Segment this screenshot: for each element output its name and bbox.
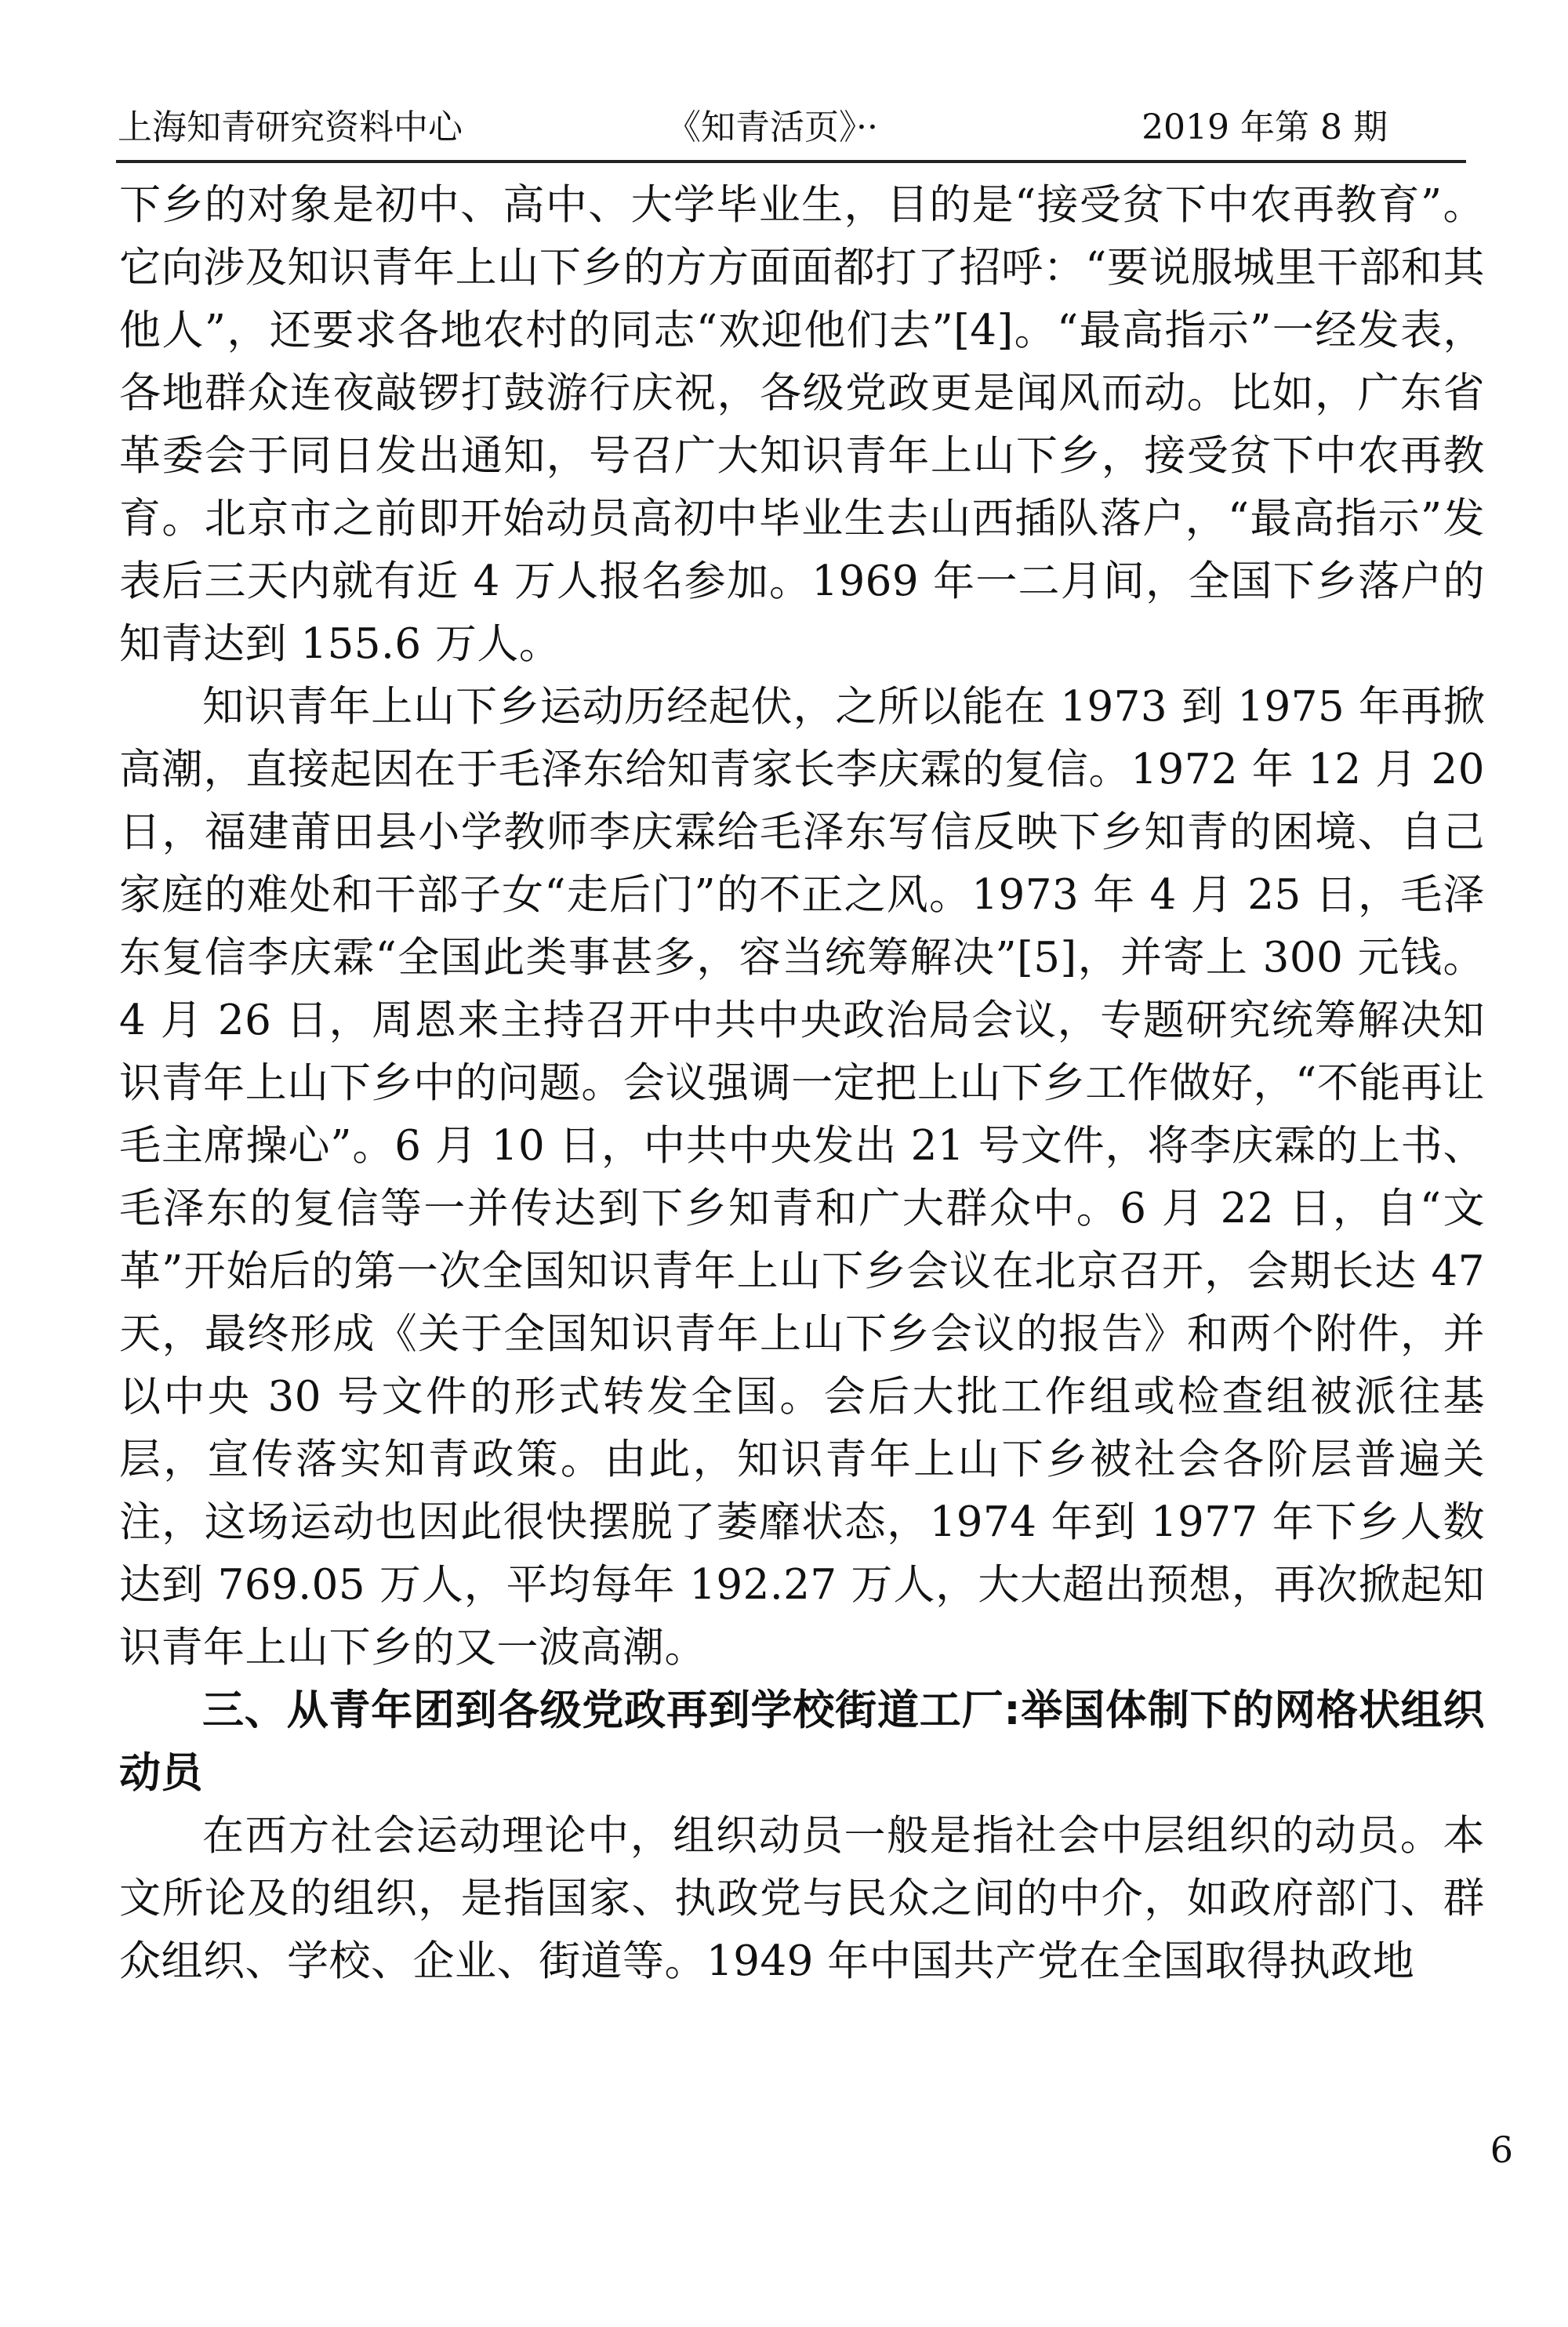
page-header [118,100,1450,155]
paragraph: 在西方社会运动理论中，组织动员一般是指社会中层组织的动员。本文所论及的组织，是指国家、执政党与民众之间的中介，如政府部门、群众组织、学校、企业、街道等。1949 年中国共产党在全国取得执政地 [119,1812,1485,1985]
header-publisher: 上海知青研究资料中心 [118,107,463,147]
section-heading: 三、从青年团到各级党政再到学校街道工厂:举国体制下的网格状组织动员 [119,1686,1485,1797]
page-number: 6 [1490,2129,1513,2171]
header-issue: 2019 年第 8 期 [1142,107,1388,147]
paragraph-continuation: 下乡的对象是初中、高中、大学毕业生，目的是“接受贫下中农再教育”。它向涉及知识青年上山下乡的方方面面都打了招呼：“要说服城里干部和其他人”，还要求各地农村的同志“欢迎他们去”[4]。“最高指示”一经发表，各地群众连夜敲锣打鼓游行庆祝，各级党政更是闻风而动。比如，广东省革委会于同日发出通知，号召广大知识青年上山下乡，接受贫下中农再教育。北京市之前即开始动员高初中毕业生去山西插队落户，“最高指示”发表后三天内就有近 4 万人报名参加。1969 年一二月间，全国下乡落户的知青达到 155.6 万人。 [119,181,1485,668]
paragraph: 知识青年上山下乡运动历经起伏，之所以能在 1973 到 1975 年再掀高潮，直接起因在于毛泽东给知青家长李庆霖的复信。1972 年 12 月 20 日，福建莆田县小学教师李庆霖给毛泽东写信反映下乡知青的困境、自己家庭的难处和干部子女“走后门”的不正之风。1973 年 4 月 25 日，毛泽东复信李庆霖“全国此类事甚多，容当统筹解决”[5]，并寄上 300 元钱。4 月 26 日，周恩来主持召开中共中央政治局会议，专题研究统筹解决知识青年上山下乡中的问题。会议强调一定把上山下乡工作做好，“不能再让毛主席操心”。6 月 10 日，中共中央发出 21 号文件，将李庆霖的上书、毛泽东的复信等一并传达到下乡知青和广大群众中。6 月 22 日，自“文革”开始后的第一次全国知识青年上山下乡会议在北京召开，会期长达 47 天，最终形成《关于全国知识青年上山下乡会议的报告》和两个附件，并以中央 30 号文件的形式转发全国。会后大批工作组或检查组被派往基层，宣传落实知青政策。由此，知识青年上山下乡被社会各阶层普遍关注，这场运动也因此很快摆脱了萎靡状态，1974 年到 1977 年下乡人数达到 769.05 万人，平均每年 192.27 万人，大大超出预想，再次掀起知识青年上山下乡的又一波高潮。 [119,683,1485,1672]
header-publication-title: 《知青活页》·· [666,107,878,147]
header-divider [116,160,1466,163]
article-body [119,174,1485,1993]
